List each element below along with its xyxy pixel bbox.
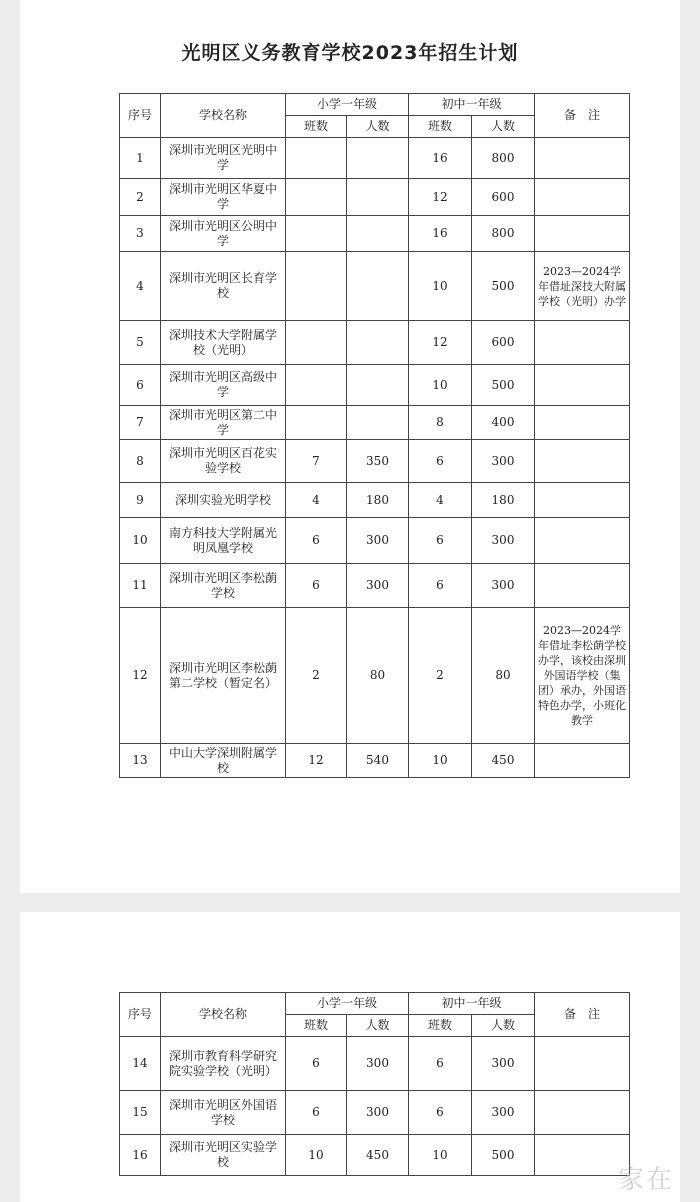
watermark: 家在	[617, 1165, 674, 1195]
cell-middle-students: 800	[472, 138, 535, 179]
cell-school-name: 深圳市光明区实验学校	[161, 1135, 286, 1176]
table-row	[120, 518, 630, 564]
cell-school-name: 深圳技术大学附属学校（光明）	[161, 321, 286, 365]
cell-middle-classes: 10	[409, 252, 472, 321]
cell-primary-classes	[286, 179, 347, 216]
table-row	[120, 744, 630, 778]
cell-primary-classes: 4	[286, 483, 347, 518]
cell-note	[535, 483, 630, 518]
cell-middle-classes: 12	[409, 321, 472, 365]
cell-primary-classes	[286, 321, 347, 365]
cell-primary-classes: 6	[286, 1091, 347, 1135]
cell-note	[535, 518, 630, 564]
header-primary-students: 人数	[347, 1015, 409, 1037]
cell-middle-students: 600	[472, 179, 535, 216]
cell-middle-students: 300	[472, 440, 535, 483]
header-middle: 初中一年级	[409, 94, 535, 116]
cell-primary-students: 350	[347, 440, 409, 483]
cell-primary-classes: 6	[286, 564, 347, 608]
cell-school-name: 深圳市光明区高级中学	[161, 365, 286, 406]
header-primary: 小学一年级	[286, 94, 409, 116]
cell-middle-classes: 2	[409, 608, 472, 744]
header-middle-students: 人数	[472, 116, 535, 138]
table-row	[120, 483, 630, 518]
cell-school-name: 深圳市光明区百花实验学校	[161, 440, 286, 483]
cell-seq: 3	[120, 216, 161, 252]
cell-seq: 11	[120, 564, 161, 608]
cell-middle-classes: 10	[409, 1135, 472, 1176]
header-seq: 序号	[120, 993, 161, 1037]
cell-primary-classes	[286, 138, 347, 179]
cell-middle-students: 300	[472, 518, 535, 564]
document-page-1	[20, 0, 680, 893]
table-row	[120, 138, 630, 179]
table-row	[120, 1135, 630, 1176]
cell-primary-students: 540	[347, 744, 409, 778]
table-row	[120, 365, 630, 406]
cell-school-name: 深圳实验光明学校	[161, 483, 286, 518]
cell-primary-classes	[286, 216, 347, 252]
cell-note	[535, 179, 630, 216]
cell-middle-classes: 4	[409, 483, 472, 518]
header-primary: 小学一年级	[286, 993, 409, 1015]
header-seq: 序号	[120, 94, 161, 138]
cell-seq: 10	[120, 518, 161, 564]
cell-middle-classes: 6	[409, 1091, 472, 1135]
cell-primary-classes	[286, 365, 347, 406]
cell-primary-students: 180	[347, 483, 409, 518]
cell-school-name: 深圳市光明区外国语学校	[161, 1091, 286, 1135]
cell-seq: 8	[120, 440, 161, 483]
header-note: 备 注	[535, 993, 630, 1037]
cell-middle-classes: 10	[409, 744, 472, 778]
cell-primary-students	[347, 321, 409, 365]
cell-school-name: 深圳市光明区公明中学	[161, 216, 286, 252]
cell-primary-students	[347, 252, 409, 321]
cell-middle-students: 180	[472, 483, 535, 518]
cell-middle-classes: 10	[409, 365, 472, 406]
cell-primary-classes	[286, 252, 347, 321]
cell-middle-students: 600	[472, 321, 535, 365]
cell-primary-students: 300	[347, 518, 409, 564]
cell-seq: 1	[120, 138, 161, 179]
header-middle-classes: 班数	[409, 116, 472, 138]
table-row	[120, 1037, 630, 1091]
cell-primary-students: 300	[347, 1091, 409, 1135]
cell-note	[535, 1091, 630, 1135]
cell-middle-students: 400	[472, 406, 535, 440]
cell-primary-classes: 7	[286, 440, 347, 483]
cell-seq: 14	[120, 1037, 161, 1091]
cell-seq: 6	[120, 365, 161, 406]
header-school: 学校名称	[161, 993, 286, 1037]
table-row	[120, 608, 630, 744]
cell-seq: 13	[120, 744, 161, 778]
cell-seq: 15	[120, 1091, 161, 1135]
cell-note	[535, 1037, 630, 1091]
header-note: 备 注	[535, 94, 630, 138]
cell-primary-students	[347, 365, 409, 406]
header-middle-classes: 班数	[409, 1015, 472, 1037]
cell-primary-students: 300	[347, 564, 409, 608]
cell-school-name: 深圳市光明区光明中学	[161, 138, 286, 179]
cell-note: 2023—2024学年借址深技大附属学校（光明）办学	[535, 252, 630, 321]
cell-note	[535, 564, 630, 608]
cell-primary-students: 80	[347, 608, 409, 744]
cell-primary-students	[347, 216, 409, 252]
table-row	[120, 321, 630, 365]
cell-middle-students: 500	[472, 1135, 535, 1176]
table-row	[120, 406, 630, 440]
cell-primary-students: 450	[347, 1135, 409, 1176]
enrollment-table-page-1	[119, 93, 630, 778]
cell-middle-classes: 16	[409, 138, 472, 179]
cell-middle-students: 800	[472, 216, 535, 252]
document-title: 光明区义务教育学校2023年招生计划	[181, 42, 519, 64]
cell-primary-students	[347, 138, 409, 179]
cell-middle-students: 500	[472, 252, 535, 321]
cell-primary-classes	[286, 406, 347, 440]
cell-school-name: 南方科技大学附属光明凤凰学校	[161, 518, 286, 564]
table-row	[120, 440, 630, 483]
cell-school-name: 深圳市教育科学研究院实验学校（光明）	[161, 1037, 286, 1091]
cell-seq: 7	[120, 406, 161, 440]
table-row	[120, 564, 630, 608]
cell-note	[535, 406, 630, 440]
cell-school-name: 深圳市光明区李松蓢第二学校（暂定名）	[161, 608, 286, 744]
cell-primary-classes: 6	[286, 518, 347, 564]
cell-primary-students	[347, 179, 409, 216]
cell-primary-classes: 10	[286, 1135, 347, 1176]
cell-middle-classes: 6	[409, 440, 472, 483]
cell-note	[535, 744, 630, 778]
cell-school-name: 深圳市光明区长育学校	[161, 252, 286, 321]
cell-seq: 9	[120, 483, 161, 518]
cell-note	[535, 321, 630, 365]
table-row	[120, 179, 630, 216]
cell-seq: 12	[120, 608, 161, 744]
enrollment-table-page-2	[119, 992, 630, 1176]
cell-primary-classes: 12	[286, 744, 347, 778]
cell-middle-students: 450	[472, 744, 535, 778]
cell-seq: 5	[120, 321, 161, 365]
cell-middle-students: 300	[472, 1037, 535, 1091]
cell-school-name: 深圳市光明区华夏中学	[161, 179, 286, 216]
header-primary-classes: 班数	[286, 1015, 347, 1037]
cell-seq: 2	[120, 179, 161, 216]
table-row	[120, 252, 630, 321]
document-page-2	[20, 912, 680, 1202]
header-primary-students: 人数	[347, 116, 409, 138]
cell-note	[535, 138, 630, 179]
cell-note	[535, 440, 630, 483]
cell-seq: 16	[120, 1135, 161, 1176]
header-middle-students: 人数	[472, 1015, 535, 1037]
cell-seq: 4	[120, 252, 161, 321]
cell-note	[535, 1135, 630, 1176]
cell-school-name: 深圳市光明区第二中学	[161, 406, 286, 440]
cell-note	[535, 365, 630, 406]
table-row	[120, 216, 630, 252]
table-body-page-2	[120, 1037, 630, 1176]
cell-primary-students: 300	[347, 1037, 409, 1091]
cell-primary-students	[347, 406, 409, 440]
header-middle: 初中一年级	[409, 993, 535, 1015]
cell-middle-classes: 6	[409, 518, 472, 564]
table-row	[120, 1091, 630, 1135]
cell-middle-classes: 8	[409, 406, 472, 440]
header-primary-classes: 班数	[286, 116, 347, 138]
cell-note: 2023—2024学年借址李松蓢学校办学，该校由深圳外国语学校（集团）承办，外国语特色办学，小班化教学	[535, 608, 630, 744]
cell-middle-classes: 6	[409, 564, 472, 608]
cell-school-name: 中山大学深圳附属学校	[161, 744, 286, 778]
cell-middle-classes: 6	[409, 1037, 472, 1091]
cell-middle-classes: 16	[409, 216, 472, 252]
cell-middle-students: 300	[472, 1091, 535, 1135]
cell-note	[535, 216, 630, 252]
cell-primary-classes: 2	[286, 608, 347, 744]
cell-middle-students: 80	[472, 608, 535, 744]
cell-middle-students: 300	[472, 564, 535, 608]
cell-primary-classes: 6	[286, 1037, 347, 1091]
header-school: 学校名称	[161, 94, 286, 138]
table-body-page-1	[120, 138, 630, 778]
cell-school-name: 深圳市光明区李松蓢学校	[161, 564, 286, 608]
cell-middle-classes: 12	[409, 179, 472, 216]
cell-middle-students: 500	[472, 365, 535, 406]
